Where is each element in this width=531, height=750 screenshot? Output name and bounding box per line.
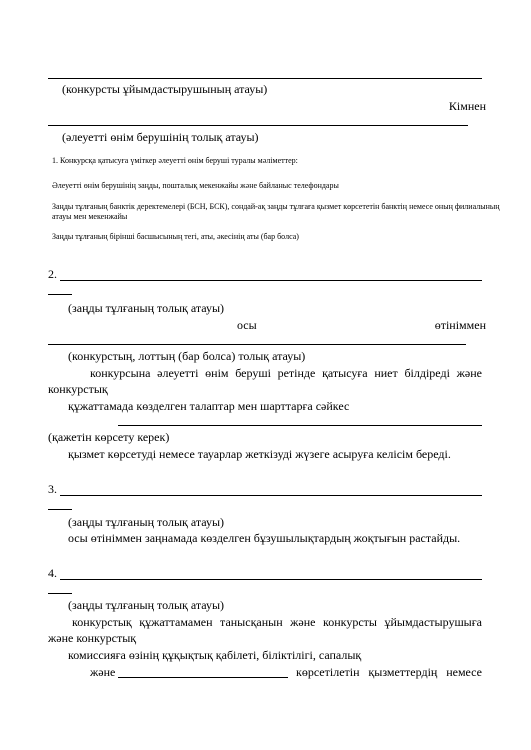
section2-contest-underline <box>48 344 466 345</box>
section2-line1 <box>90 366 482 380</box>
section2-consent: қызмет көрсетуді немесе тауарлар жеткізуді жүзеге асыруға келісім береді. <box>68 447 451 461</box>
word: ниет <box>374 366 398 380</box>
from-label: Кімнен <box>448 99 486 113</box>
section2-underline <box>60 280 482 281</box>
word: танысқанын <box>220 615 283 629</box>
section3-caption: (заңды тұлғаның толық атауы) <box>68 515 225 529</box>
section4-short-line <box>48 593 72 594</box>
word: беруші <box>235 366 271 380</box>
section3-number: 3. <box>48 482 57 496</box>
word: конкурсына <box>90 366 151 380</box>
word: көрсетілетін <box>296 665 360 679</box>
word: ретінде <box>277 366 316 380</box>
section2-line1-cont: конкурстық <box>48 382 108 396</box>
section4-line1 <box>72 615 482 629</box>
word: және <box>290 615 316 629</box>
section4-line3-start: және <box>90 665 116 679</box>
section4-line3-tail <box>296 665 482 679</box>
section4-line1-cont: және конкурстық <box>48 631 137 645</box>
word: әлеуетті <box>157 366 199 380</box>
section2-caption: (заңды тұлғаның толық атауы) <box>68 301 225 315</box>
supplier-caption: (әлеуетті өнім берушінің толық атауы) <box>62 130 259 144</box>
word: құжаттамамен <box>139 615 213 629</box>
section1-bank: Заңды тұлғаның банктік деректемелері (БСН, БСК), сондай-ақ заңды тұлғаға қызмет көрсететін банктің немесе оның филиалының <box>52 202 500 211</box>
word: қатысуға <box>322 366 368 380</box>
section4-underline <box>60 579 482 580</box>
word: немесе <box>446 665 482 679</box>
section2-specify: (қажетін көрсету керек) <box>48 430 170 444</box>
word: конкурсты <box>323 615 377 629</box>
word: ұйымдастырушыға <box>384 615 482 629</box>
section2-otinimmen: өтініммен <box>434 318 486 332</box>
section4-line3-blank <box>118 677 288 678</box>
organizer-caption: (конкурсты ұйымдастырушының атауы) <box>62 82 268 96</box>
word: конкурстық <box>72 615 132 629</box>
organizer-underline <box>48 78 482 79</box>
section2-specify-underline <box>118 425 482 426</box>
word: өнім <box>205 366 229 380</box>
section3-underline <box>60 495 482 496</box>
word: қызметтердің <box>368 665 438 679</box>
section2-number: 2. <box>48 267 57 281</box>
section3-text: осы өтініммен заңнамада көзделген бұзушылықтардың жоқтығын растайды. <box>68 531 461 545</box>
section4-line2: комиссияға өзінің құқықтық қабілеті, біліктілігі, сапалық <box>68 648 362 662</box>
section4-number: 4. <box>48 566 57 580</box>
section1-address: Әлеуетті өнім берушінің заңды, пошталық мекенжайы және байланыс телефондары <box>52 181 339 190</box>
section1-head: Заңды тұлғаның бірінші басшысының тегі, аты, әкесінің аты (бар болса) <box>52 232 299 241</box>
section4-caption: (заңды тұлғаның толық атауы) <box>68 598 225 612</box>
section3-short-line <box>48 509 72 510</box>
word: білдіреді <box>404 366 450 380</box>
supplier-underline <box>48 125 468 126</box>
section2-short-line <box>48 294 72 295</box>
word: және <box>456 366 482 380</box>
section2-line2: құжаттамада көзделген талаптар мен шарттарға сәйкес <box>68 399 350 413</box>
section1-title: 1. Конкурсқа қатысуға үміткер әлеуетті өнім беруші туралы мәліметтер: <box>52 156 298 165</box>
section2-osy: осы <box>237 318 257 332</box>
section2-contest-caption: (конкурстың, лоттың (бар болса) толық атауы) <box>68 349 306 363</box>
section1-bank-cont: атауы мен мекенжайы <box>52 212 128 221</box>
